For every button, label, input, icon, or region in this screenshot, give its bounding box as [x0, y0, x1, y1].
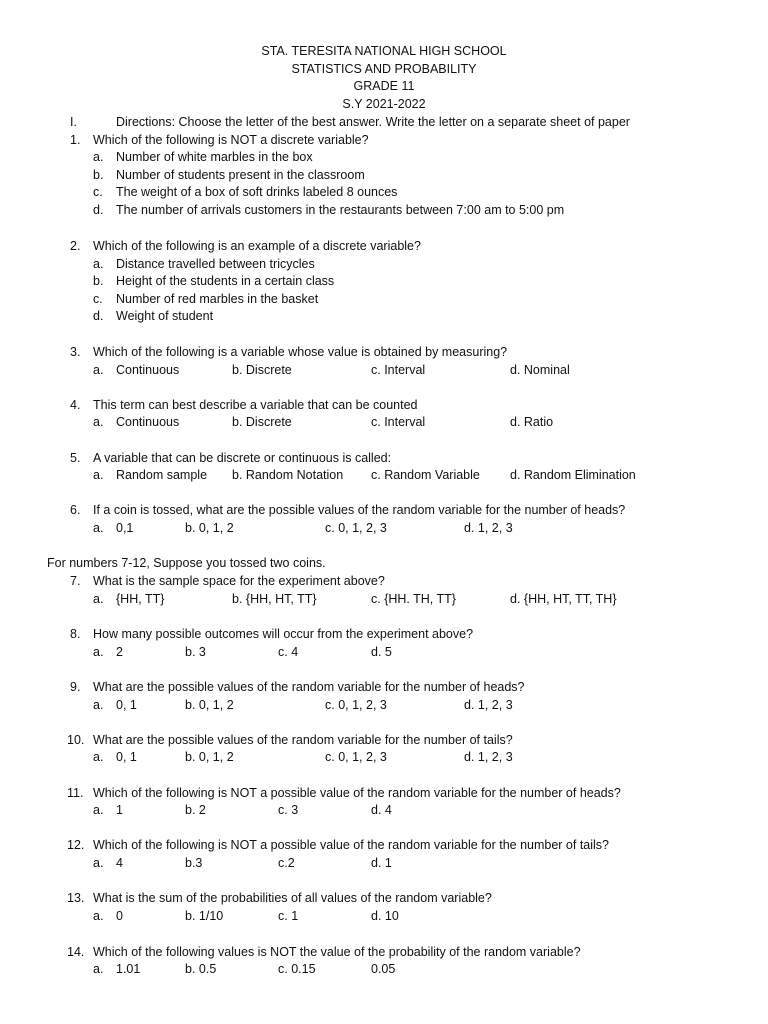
option-d: 0.05 — [371, 962, 396, 976]
question-9 — [0, 679, 768, 696]
question-3 — [0, 344, 768, 361]
option-d: d. 1 — [371, 856, 392, 870]
question-14 — [0, 944, 768, 961]
question-number: 14. — [67, 945, 85, 959]
option-text: Number of red marbles in the basket — [116, 292, 319, 306]
question-text: What is the sum of the probabilities of all values of the random variable? — [93, 891, 492, 905]
question-number: 4. — [70, 398, 81, 412]
question-5 — [0, 450, 768, 467]
question-text: What are the possible values of the random variable for the number of heads? — [93, 680, 525, 694]
option-text: The number of arrivals customers in the restaurants between 7:00 am to 5:00 pm — [116, 203, 565, 217]
document-header — [0, 43, 768, 113]
option-b: b. 0, 1, 2 — [185, 698, 234, 712]
question-text: Which of the following values is NOT the value of the probability of the random variable? — [93, 945, 581, 959]
option-b: b. Discrete — [232, 363, 292, 377]
question-text: How many possible outcomes will occur from the experiment above? — [93, 627, 474, 641]
option-d: d. 5 — [371, 645, 392, 659]
q3-options — [0, 362, 768, 379]
option-b: b. 2 — [185, 803, 206, 817]
option-c: c. Random Variable — [371, 468, 480, 482]
option-b: b. 0.5 — [185, 962, 217, 976]
question-number: 1. — [70, 133, 81, 147]
option-a: 4 — [116, 856, 123, 870]
option-text: The weight of a box of soft drinks labeled 8 ounces — [116, 185, 398, 199]
question-text: A variable that can be discrete or continuous is called: — [93, 451, 392, 465]
option-c: c. 0, 1, 2, 3 — [325, 750, 387, 764]
option-d: d. 1, 2, 3 — [464, 698, 513, 712]
option-a: Continuous — [116, 363, 180, 377]
question-10 — [0, 732, 768, 749]
option-b: b. Discrete — [232, 415, 292, 429]
option-letter: a. — [93, 645, 104, 659]
option-a: Continuous — [116, 415, 180, 429]
option-d: d. 1, 2, 3 — [464, 521, 513, 535]
option-letter: a. — [93, 962, 104, 976]
subject-title: STATISTICS AND PROBABILITY — [291, 61, 477, 76]
q6-options — [0, 520, 768, 537]
question-number: 9. — [70, 680, 81, 694]
question-text: This term can best describe a variable that can be counted — [93, 398, 418, 412]
option-a: 0 — [116, 909, 123, 923]
option-letter: a. — [93, 909, 104, 923]
question-number: 12. — [67, 838, 85, 852]
directions-text: Directions: Choose the letter of the best answer. Write the letter on a separate sheet of paper — [116, 115, 630, 129]
question-12 — [0, 837, 768, 854]
question-text: What is the sample space for the experiment above? — [93, 574, 385, 588]
option-c: c. 0.15 — [278, 962, 316, 976]
option-d: d. Nominal — [510, 363, 570, 377]
option-text: Weight of student — [116, 309, 214, 323]
option-c: c. 3 — [278, 803, 299, 817]
option-b: b. 1/10 — [185, 909, 224, 923]
q2-option-b — [0, 273, 768, 290]
option-d: d. {HH, HT, TT, TH} — [510, 592, 617, 606]
instruction-note: For numbers 7-12, Suppose you tossed two coins. — [47, 556, 326, 570]
q2-option-c — [0, 291, 768, 308]
option-b: b. 0, 1, 2 — [185, 521, 234, 535]
option-c: c. 4 — [278, 645, 299, 659]
question-text: Which of the following is NOT a discrete variable? — [93, 133, 369, 147]
question-text: If a coin is tossed, what are the possible values of the random variable for the number of heads? — [93, 503, 626, 517]
question-text: Which of the following is an example of a discrete variable? — [93, 239, 421, 253]
option-letter: a. — [93, 150, 104, 164]
option-c: c.2 — [278, 856, 295, 870]
option-letter: b. — [93, 168, 104, 182]
question-number: 8. — [70, 627, 81, 641]
option-letter: a. — [93, 803, 104, 817]
option-text: Number of students present in the classroom — [116, 168, 365, 182]
question-text: What are the possible values of the random variable for the number of tails? — [93, 733, 513, 747]
school-year: S.Y 2021-2022 — [342, 96, 426, 111]
option-letter: b. — [93, 274, 104, 288]
q4-options — [0, 414, 768, 431]
question-number: 3. — [70, 345, 81, 359]
option-a: 0, 1 — [116, 698, 137, 712]
q11-options — [0, 802, 768, 819]
q1-option-a — [0, 149, 768, 166]
option-d: d. 1, 2, 3 — [464, 750, 513, 764]
option-text: Height of the students in a certain class — [116, 274, 335, 288]
option-c: c. {HH. TH, TT} — [371, 592, 456, 606]
question-number: 2. — [70, 239, 81, 253]
option-b: b.3 — [185, 856, 203, 870]
section-number: I. — [70, 115, 77, 129]
school-name: STA. TERESITA NATIONAL HIGH SCHOOL — [261, 44, 507, 58]
option-letter: a. — [93, 257, 104, 271]
option-b: b. 3 — [185, 645, 206, 659]
option-c: c. 1 — [278, 909, 299, 923]
question-text: Which of the following is NOT a possible value of the random variable for the number of tails? — [93, 838, 610, 852]
option-letter: d. — [93, 203, 104, 217]
question-text: Which of the following is a variable whose value is obtained by measuring? — [93, 345, 508, 359]
question-2 — [0, 238, 768, 255]
q13-options — [0, 908, 768, 925]
q10-options — [0, 749, 768, 766]
option-letter: a. — [93, 468, 104, 482]
question-number: 6. — [70, 503, 81, 517]
option-letter: c. — [93, 292, 103, 306]
option-letter: a. — [93, 592, 104, 606]
option-a: {HH, TT} — [116, 592, 165, 606]
q7-options — [0, 591, 768, 608]
option-c: c. Interval — [371, 363, 426, 377]
option-text: Distance travelled between tricycles — [116, 257, 315, 271]
directions-line — [0, 114, 768, 131]
option-b: b. {HH, HT, TT} — [232, 592, 317, 606]
q12-options — [0, 855, 768, 872]
question-number: 7. — [70, 574, 81, 588]
q2-option-d — [0, 308, 768, 325]
option-letter: a. — [93, 698, 104, 712]
q8-options — [0, 644, 768, 661]
option-d: d. 4 — [371, 803, 392, 817]
question-text: Which of the following is NOT a possible value of the random variable for the number of heads? — [93, 786, 621, 800]
option-a: 1.01 — [116, 962, 141, 976]
q14-options — [0, 961, 768, 978]
question-6 — [0, 502, 768, 519]
q2-option-a — [0, 256, 768, 273]
option-a: Random sample — [116, 468, 208, 482]
option-letter: a. — [93, 750, 104, 764]
option-text: Number of white marbles in the box — [116, 150, 313, 164]
option-a: 0,1 — [116, 521, 134, 535]
question-number: 13. — [67, 891, 85, 905]
question-7 — [0, 573, 768, 590]
question-13 — [0, 890, 768, 907]
option-d: d. Ratio — [510, 415, 554, 429]
option-a: 0, 1 — [116, 750, 137, 764]
option-d: d. 10 — [371, 909, 399, 923]
question-number: 11. — [67, 786, 84, 800]
option-c: c. Interval — [371, 415, 426, 429]
option-letter: a. — [93, 521, 104, 535]
question-number: 10. — [67, 733, 85, 747]
option-d: d. Random Elimination — [510, 468, 636, 482]
q1-option-d — [0, 202, 768, 219]
option-c: c. 0, 1, 2, 3 — [325, 521, 387, 535]
q1-option-c — [0, 184, 768, 201]
question-8 — [0, 626, 768, 643]
option-b: b. Random Notation — [232, 468, 344, 482]
question-1 — [0, 132, 768, 149]
option-letter: d. — [93, 309, 104, 323]
q5-options — [0, 467, 768, 484]
option-b: b. 0, 1, 2 — [185, 750, 234, 764]
option-a: 1 — [116, 803, 123, 817]
grade-level: GRADE 11 — [353, 79, 415, 94]
q1-option-b — [0, 167, 768, 184]
option-c: c. 0, 1, 2, 3 — [325, 698, 387, 712]
option-letter: c. — [93, 185, 103, 199]
q9-options — [0, 697, 768, 714]
option-letter: a. — [93, 415, 104, 429]
question-4 — [0, 397, 768, 414]
option-letter: a. — [93, 856, 104, 870]
option-a: 2 — [116, 645, 123, 659]
question-11 — [0, 785, 768, 802]
option-letter: a. — [93, 363, 104, 377]
question-number: 5. — [70, 451, 81, 465]
